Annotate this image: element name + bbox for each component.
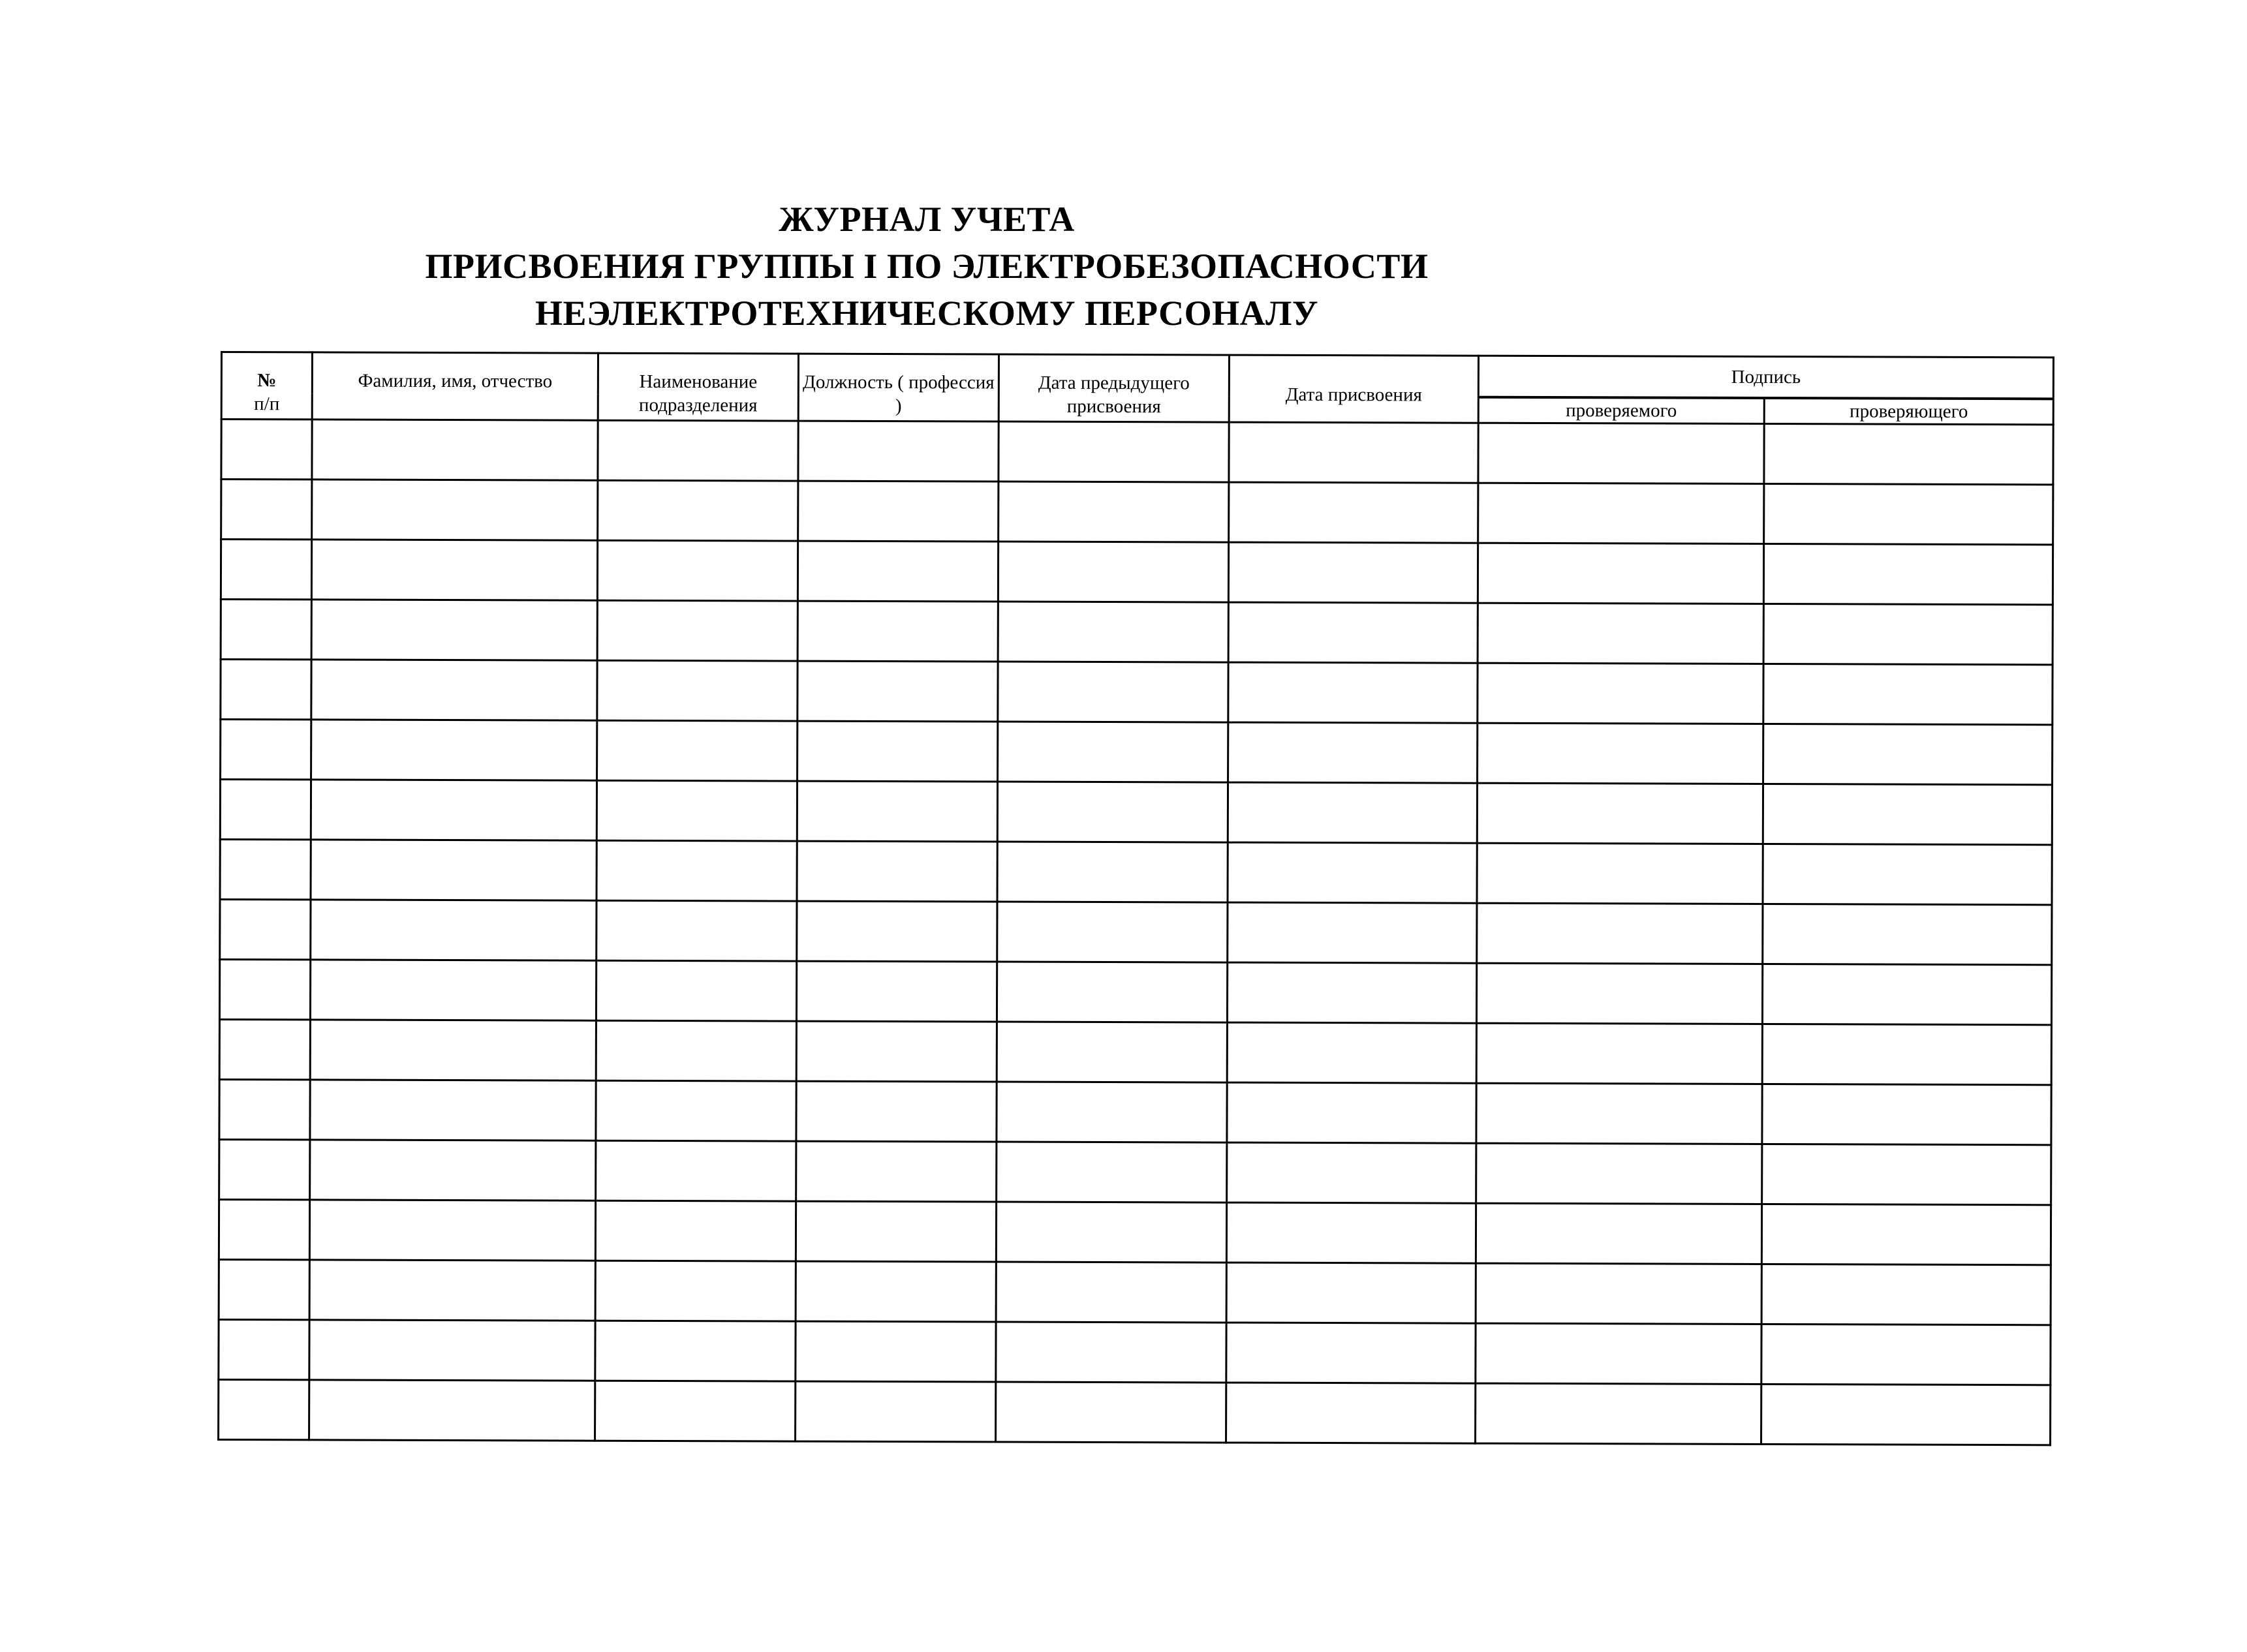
cell-position xyxy=(798,721,998,782)
cell-department xyxy=(596,1140,796,1201)
cell-assignment-date xyxy=(1226,1323,1476,1383)
table-row xyxy=(221,420,2053,485)
cell-signature-examinee xyxy=(1477,843,1763,904)
cell-position xyxy=(798,661,998,722)
cell-full-name xyxy=(312,480,598,540)
cell-department xyxy=(597,540,798,601)
cell-department xyxy=(597,840,797,901)
table-row xyxy=(221,600,2053,665)
cell-full-name xyxy=(311,900,597,960)
cell-previous-date xyxy=(998,722,1228,782)
cell-position xyxy=(798,481,999,542)
cell-signature-examiner xyxy=(1761,1204,2051,1265)
table-body xyxy=(219,420,2054,1445)
cell-department xyxy=(598,420,798,481)
cell-previous-date xyxy=(997,1142,1227,1202)
table-header xyxy=(221,352,2053,425)
cell-previous-date xyxy=(998,662,1228,722)
cell-department xyxy=(597,660,798,721)
cell-full-name xyxy=(309,1200,595,1261)
table-row xyxy=(219,1379,2051,1445)
cell-position xyxy=(796,1141,997,1202)
cell-signature-examiner xyxy=(1762,1084,2051,1145)
cell-signature-examiner xyxy=(1762,1144,2051,1205)
cell-position xyxy=(796,1381,996,1442)
cell-signature-examiner xyxy=(1763,544,2053,605)
cell-signature-examinee xyxy=(1476,1383,1761,1444)
cell-assignment-date xyxy=(1228,542,1478,603)
cell-assignment-date xyxy=(1228,902,1477,963)
table-row xyxy=(219,1199,2051,1264)
cell-number xyxy=(219,1259,309,1319)
cell-position xyxy=(796,1081,997,1142)
cell-signature-examiner xyxy=(1763,904,2052,965)
cell-previous-date xyxy=(997,1082,1227,1142)
cell-full-name xyxy=(311,720,597,780)
journal-table xyxy=(217,351,2054,1446)
cell-signature-examiner xyxy=(1764,484,2053,545)
cell-signature-examiner xyxy=(1761,1384,2051,1445)
cell-assignment-date xyxy=(1228,782,1477,843)
cell-signature-examinee xyxy=(1476,963,1762,1024)
cell-number xyxy=(220,780,311,840)
header-assignment-date: Дата присвоения xyxy=(1229,355,1478,423)
header-full-name: Фамилия, имя, отчество xyxy=(312,352,598,420)
cell-previous-date xyxy=(997,902,1228,962)
cell-signature-examiner xyxy=(1763,844,2052,905)
cell-number xyxy=(221,540,311,600)
table-row xyxy=(220,840,2052,905)
cell-number xyxy=(219,1020,310,1080)
cell-assignment-date xyxy=(1226,1262,1476,1323)
cell-assignment-date xyxy=(1227,1082,1476,1143)
cell-position xyxy=(798,421,999,482)
cell-previous-date xyxy=(996,1382,1226,1443)
table-row xyxy=(219,1020,2051,1085)
cell-assignment-date xyxy=(1229,422,1478,483)
table-row xyxy=(221,480,2053,545)
cell-department xyxy=(595,1261,796,1321)
cell-number xyxy=(219,960,310,1020)
cell-position xyxy=(796,1261,996,1322)
cell-assignment-date xyxy=(1227,1022,1476,1083)
table-row xyxy=(221,660,2053,725)
cell-previous-date xyxy=(998,542,1228,602)
cell-signature-examiner xyxy=(1762,1024,2051,1085)
cell-assignment-date xyxy=(1227,1142,1476,1203)
cell-number xyxy=(221,420,312,480)
cell-full-name xyxy=(311,660,597,720)
cell-signature-examiner xyxy=(1763,784,2052,845)
header-number-symbol: № xyxy=(257,370,277,391)
cell-assignment-date xyxy=(1226,1383,1476,1443)
cell-assignment-date xyxy=(1226,1202,1476,1263)
cell-previous-date xyxy=(997,962,1227,1022)
cell-full-name xyxy=(312,420,598,480)
cell-signature-examiner xyxy=(1761,1264,2051,1325)
cell-signature-examinee xyxy=(1478,723,1763,784)
cell-signature-examinee xyxy=(1476,1143,1762,1204)
cell-signature-examinee xyxy=(1477,783,1763,844)
cell-assignment-date xyxy=(1228,842,1477,903)
document-title xyxy=(0,196,1853,337)
cell-signature-examinee xyxy=(1478,663,1763,724)
table-row xyxy=(219,1139,2051,1204)
cell-previous-date xyxy=(996,1322,1226,1383)
cell-full-name xyxy=(311,600,597,660)
table-row xyxy=(221,540,2053,605)
cell-number xyxy=(220,900,311,960)
table-row xyxy=(220,900,2052,965)
header-number-abbr: п/п xyxy=(254,393,280,415)
cell-signature-examinee xyxy=(1478,483,1764,543)
cell-department xyxy=(598,480,798,541)
cell-previous-date xyxy=(997,1022,1227,1082)
cell-assignment-date xyxy=(1229,482,1478,543)
cell-signature-examiner xyxy=(1763,664,2053,725)
cell-previous-date xyxy=(997,842,1228,902)
cell-position xyxy=(797,901,997,962)
cell-number xyxy=(221,660,311,720)
cell-position xyxy=(796,1321,996,1382)
cell-signature-examiner xyxy=(1761,1324,2051,1385)
header-signature-examiner: проверяющего xyxy=(1764,398,2053,425)
cell-position xyxy=(798,541,998,602)
cell-number xyxy=(219,1139,310,1199)
cell-assignment-date xyxy=(1228,602,1478,663)
header-previous-date: Дата предыдущего присвоения xyxy=(999,354,1229,422)
cell-full-name xyxy=(309,1380,595,1441)
cell-signature-examinee xyxy=(1476,1083,1762,1144)
cell-signature-examiner xyxy=(1762,964,2051,1025)
cell-previous-date xyxy=(996,1202,1226,1262)
cell-department xyxy=(595,1201,796,1261)
cell-full-name xyxy=(309,1260,595,1321)
cell-previous-date xyxy=(996,1262,1226,1323)
cell-department xyxy=(597,600,798,661)
cell-full-name xyxy=(311,540,597,600)
cell-signature-examinee xyxy=(1478,423,1764,483)
cell-signature-examinee xyxy=(1478,603,1763,664)
cell-previous-date xyxy=(999,482,1229,542)
cell-signature-examinee xyxy=(1478,543,1763,604)
table-row xyxy=(221,720,2053,785)
cell-full-name xyxy=(311,780,597,840)
cell-number xyxy=(221,600,311,660)
cell-full-name xyxy=(310,1140,596,1201)
cell-signature-examinee xyxy=(1476,1203,1761,1264)
cell-previous-date xyxy=(999,421,1229,482)
header-signature-examinee: проверяемого xyxy=(1478,397,1764,424)
cell-department xyxy=(597,720,798,781)
header-signature: Подпись xyxy=(1478,356,2053,399)
cell-number xyxy=(219,1319,309,1379)
header-department: Наименование подразделения xyxy=(598,353,798,421)
cell-department xyxy=(597,900,797,961)
cell-department xyxy=(596,1080,796,1141)
cell-previous-date xyxy=(997,782,1228,842)
cell-full-name xyxy=(310,960,596,1020)
cell-number xyxy=(219,1199,309,1259)
cell-position xyxy=(796,961,997,1022)
cell-signature-examiner xyxy=(1763,724,2053,785)
cell-full-name xyxy=(310,1080,596,1140)
cell-position xyxy=(796,1201,996,1262)
cell-department xyxy=(596,1020,796,1081)
cell-signature-examinee xyxy=(1476,1023,1762,1084)
cell-full-name xyxy=(311,840,597,900)
cell-position xyxy=(797,841,997,902)
cell-signature-examiner xyxy=(1764,424,2053,485)
cell-department xyxy=(597,780,797,841)
cell-number xyxy=(221,480,312,540)
cell-number xyxy=(221,720,311,780)
header-position: Должность ( профессия ) xyxy=(798,354,999,421)
cell-department xyxy=(595,1321,796,1381)
table-row xyxy=(219,1259,2051,1324)
cell-full-name xyxy=(309,1320,595,1381)
cell-position xyxy=(796,1021,997,1082)
cell-signature-examinee xyxy=(1476,1323,1761,1384)
header-number xyxy=(221,352,312,420)
cell-department xyxy=(596,960,796,1021)
cell-full-name xyxy=(310,1020,596,1080)
table-row xyxy=(219,1079,2051,1144)
cell-number xyxy=(220,840,311,900)
table-row xyxy=(220,780,2052,845)
cell-assignment-date xyxy=(1227,962,1476,1023)
table-row xyxy=(219,1319,2051,1384)
title-line-2: ПРИСВОЕНИЯ ГРУППЫ I ПО ЭЛЕКТРОБЕЗОПАСНОСТИ xyxy=(425,247,1429,286)
cell-signature-examinee xyxy=(1477,903,1763,964)
cell-number xyxy=(219,1079,310,1139)
cell-department xyxy=(595,1381,796,1441)
cell-position xyxy=(797,781,997,842)
cell-number xyxy=(219,1379,309,1439)
cell-assignment-date xyxy=(1228,662,1478,723)
cell-signature-examinee xyxy=(1476,1263,1761,1324)
cell-signature-examiner xyxy=(1763,604,2053,665)
table-row xyxy=(219,960,2051,1025)
cell-position xyxy=(798,601,998,662)
title-line-1: ЖУРНАЛ УЧЕТА xyxy=(779,200,1075,239)
cell-previous-date xyxy=(998,602,1228,662)
title-line-3: НЕЭЛЕКТРОТЕХНИЧЕСКОМУ ПЕРСОНАЛУ xyxy=(535,294,1318,333)
cell-assignment-date xyxy=(1228,722,1478,783)
